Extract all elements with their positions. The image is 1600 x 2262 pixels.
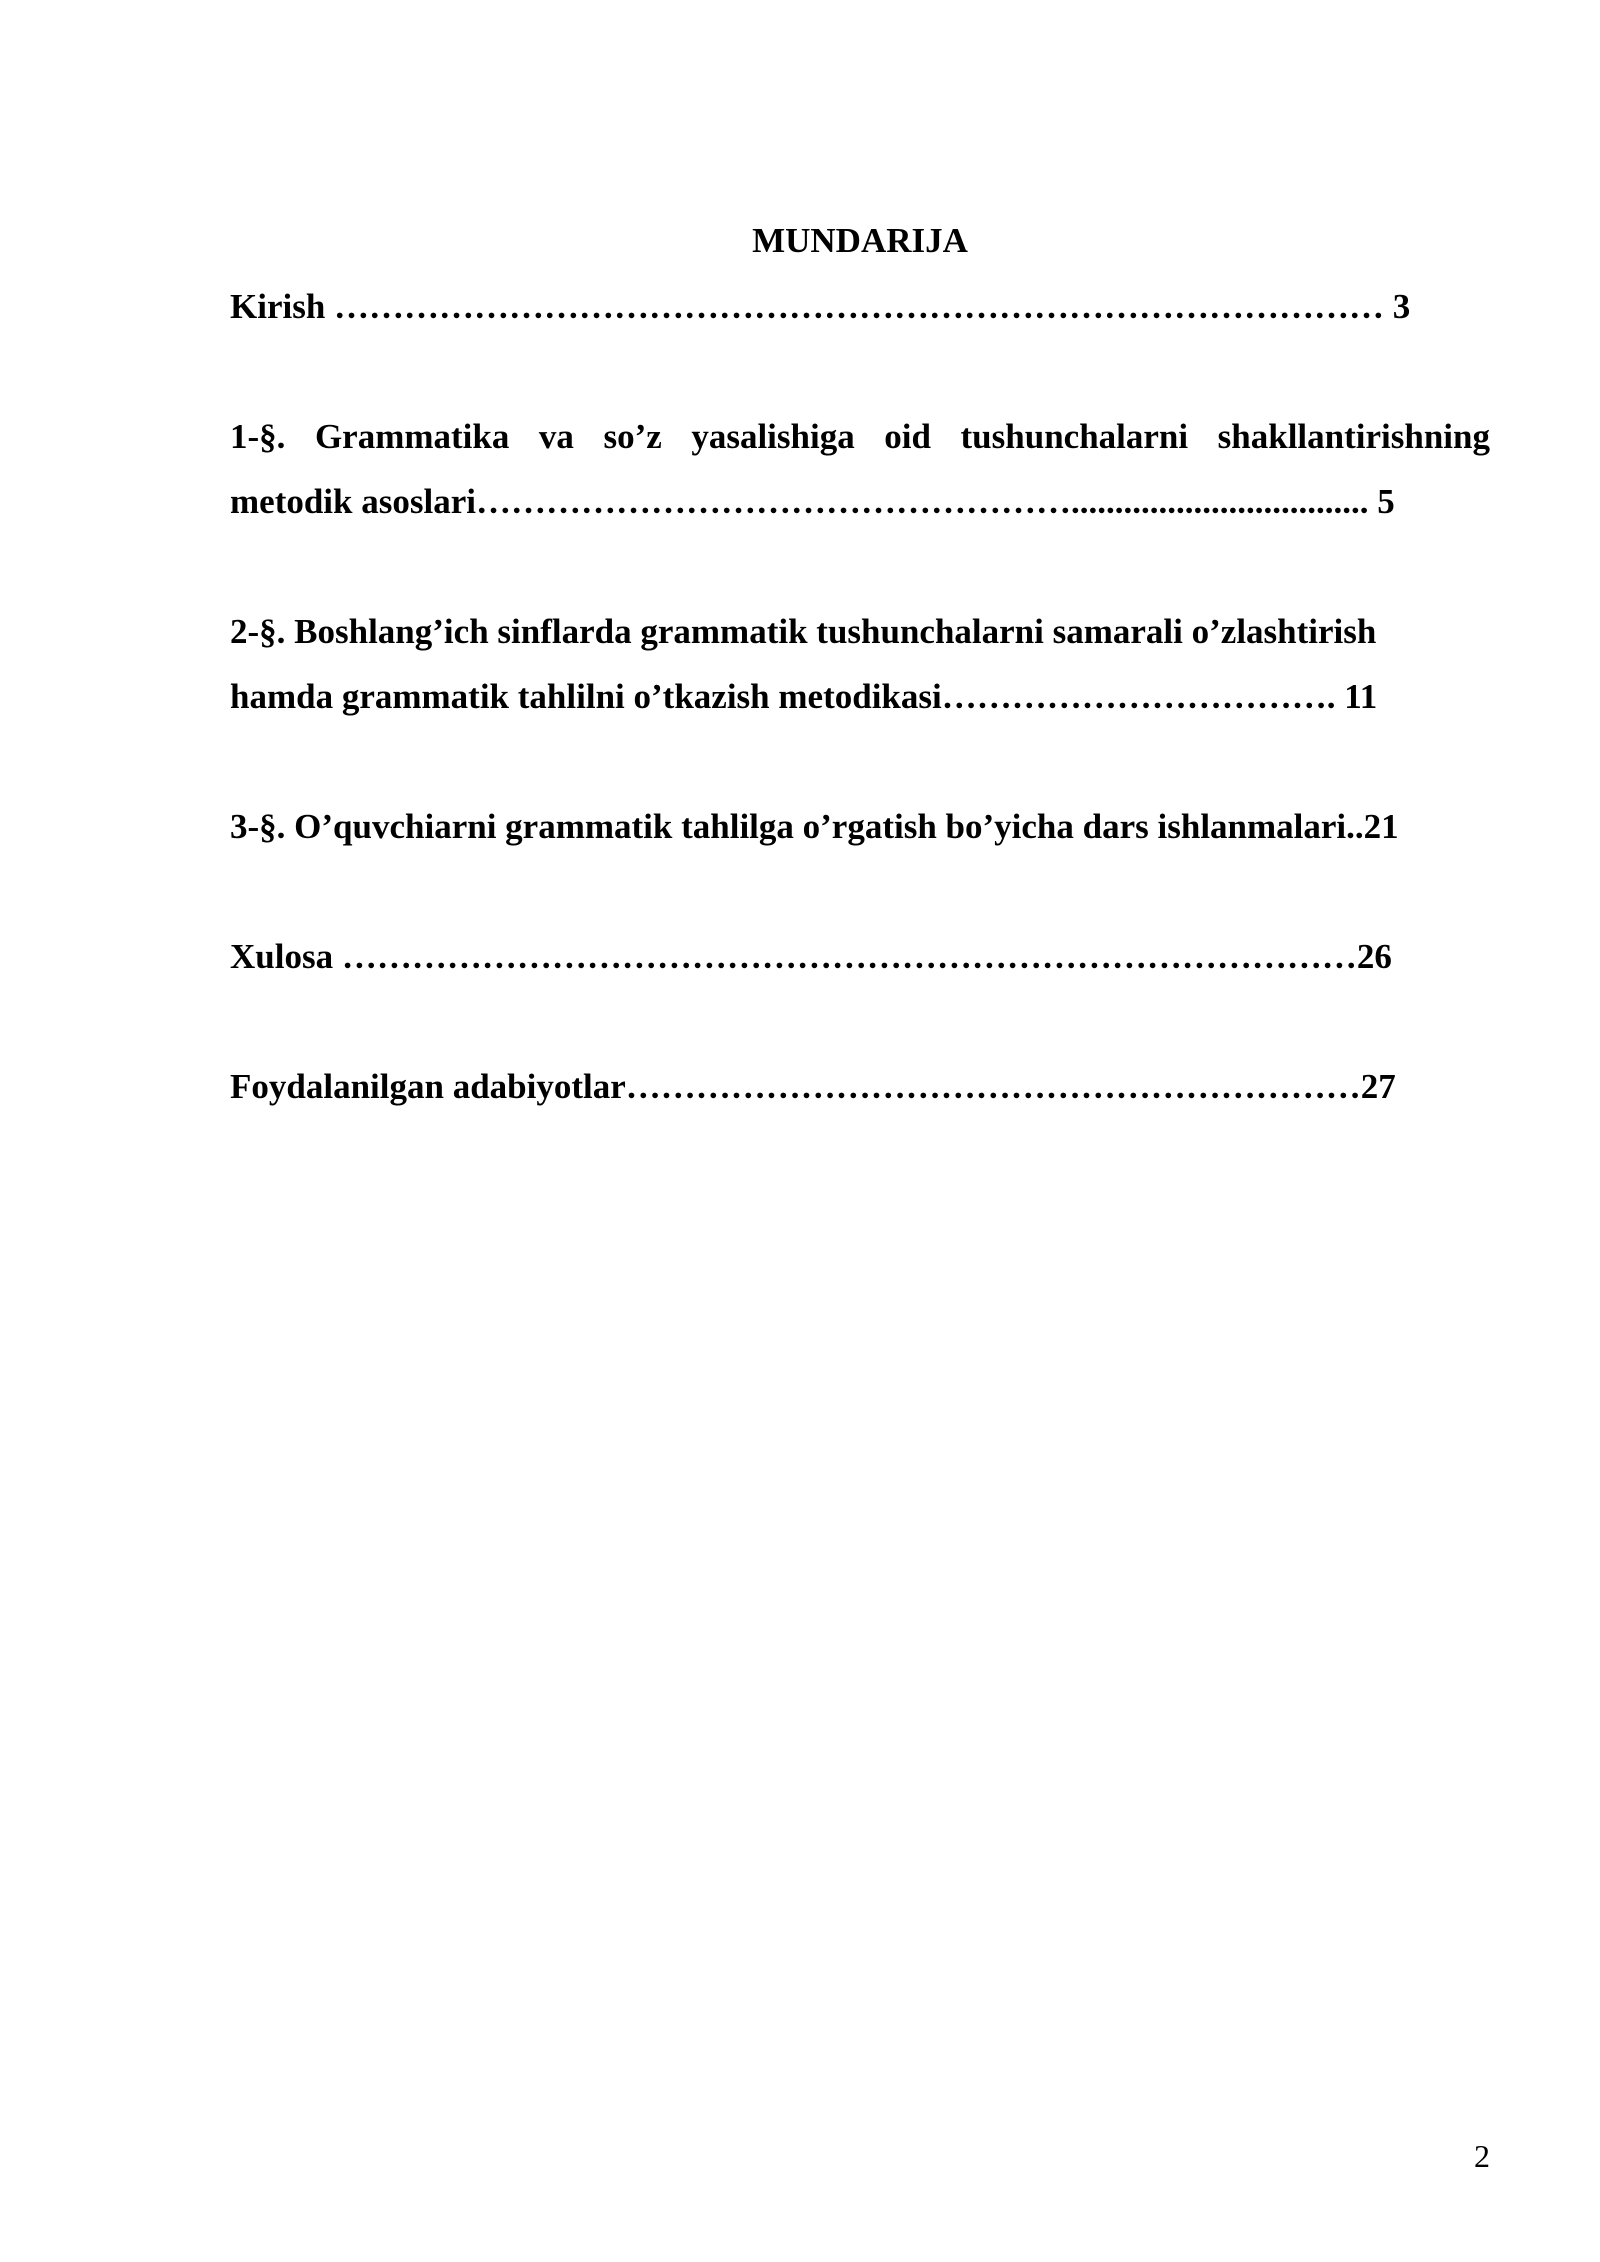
toc-entry-kirish: Kirish ……………………………………………………………………………… 3 — [230, 287, 1411, 326]
toc-word: so’z — [603, 417, 662, 456]
page-number: 2 — [1474, 2138, 1490, 2174]
toc-entry-section1-line2: metodik asoslari…………………………………………….................................. 5 — [230, 482, 1395, 521]
toc-entry-section3: 3-§. O’quvchiarni grammatik tahlilga o’rgatish bo’yicha dars ishlanmalari..21 — [230, 807, 1399, 846]
toc-entry-adabiyotlar: Foydalanilgan adabiyotlar………………………………………………………27 — [230, 1067, 1396, 1106]
toc-word: Grammatika — [314, 417, 510, 456]
toc-word: shakllantirishning — [1217, 417, 1490, 456]
toc-entry-xulosa: Xulosa ……………………………………………………………………………26 — [230, 937, 1392, 976]
toc-title: MUNDARIJA — [752, 221, 968, 260]
toc-entry-section2-line2: hamda grammatik tahlilni o’tkazish metodikasi……………………………. 11 — [230, 677, 1378, 716]
toc-entry-section2-line1: 2-§. Boshlang’ich sinflarda grammatik tushunchalarni samarali o’zlashtirish — [230, 612, 1377, 651]
toc-word: yasalishiga — [691, 417, 855, 456]
toc-word: tushunchalarni — [960, 417, 1189, 456]
toc-word: va — [538, 417, 574, 456]
toc-word: 1-§. — [230, 417, 286, 456]
toc-word: oid — [884, 417, 931, 456]
toc-entry-section1-line1 — [230, 414, 1490, 460]
